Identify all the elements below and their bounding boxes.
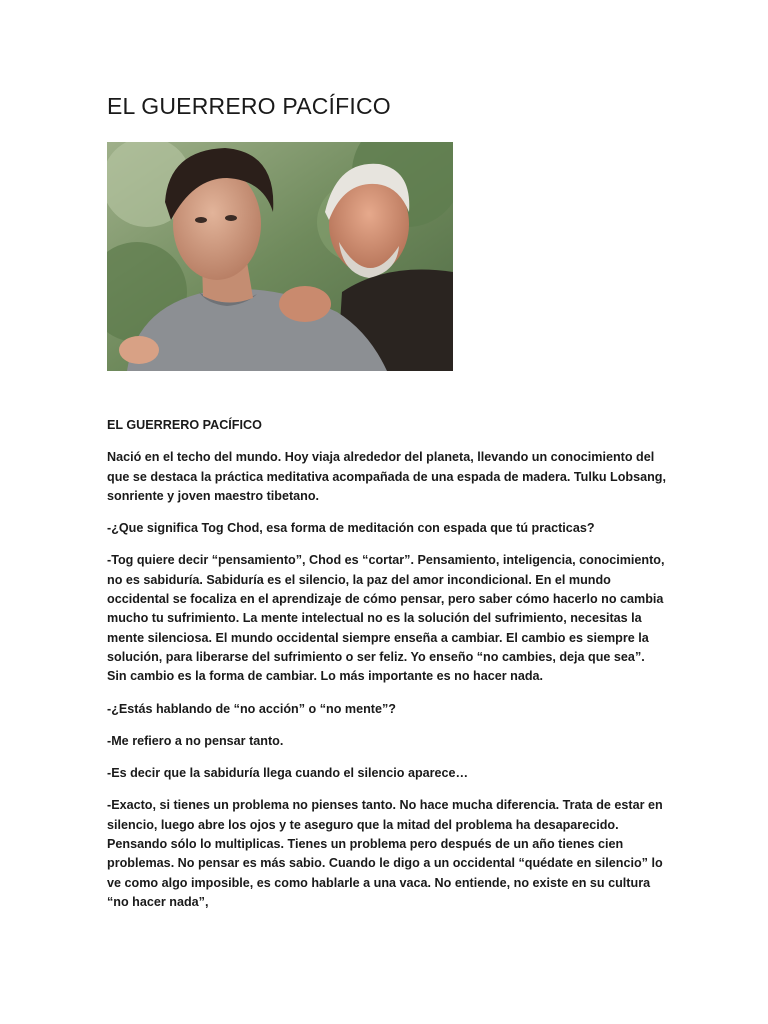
paragraph: -Me refiero a no pensar tanto. [107,733,284,748]
article-body [107,416,667,925]
photo-illustration [107,142,453,371]
paragraph: Nació en el techo del mundo. Hoy viaja alrededor del planeta, llevando un conocimiento del que se destaca la práctica meditativa acompañada de una espada de madera. Tulku Lobsang, sonriente y joven maestro tibetano. [107,450,666,503]
page-title: EL GUERRERO PACÍFICO [107,93,391,119]
paragraph: -Exacto, si tienes un problema no pienses tanto. No hace mucha diferencia. Trata de estar en silencio, luego abre los ojos y te aseguro que la mitad del problema ha desaparecido. Pensando sólo lo multiplicas. Tienes un problema pero después de un año tienes cien problemas. No pensar es más sabio. Cuando le digo a un occidental “quédate en silencio” lo ve como algo imposible, es como hablarle a una vaca. No entiende, no existe en su cultura “no hacer nada”, [107,798,663,909]
paragraph: -¿Que significa Tog Chod, esa forma de meditación con espada que tú practicas? [107,521,595,536]
paragraph: -Es decir que la sabiduría llega cuando el silencio aparece… [107,766,469,781]
article-subtitle: EL GUERRERO PACÍFICO [107,418,262,432]
paragraph: -¿Estás hablando de “no acción” o “no mente”? [107,701,396,716]
paragraph: -Tog quiere decir “pensamiento”, Chod es “cortar”. Pensamiento, inteligencia, conocimiento, no es sabiduría. Sabiduría es el silencio, la paz del amor incondicional. En el mundo occidental se focaliza en el aprendizaje de cómo pensar, pero saber cómo hacerlo no cambia mucho tu sufrimiento. La mente intelectual no es la solución del sufrimiento, necesitas la mente silenciosa. El mundo occidental siempre enseña a cambiar. El cambio es siempre la solución, para liberarse del sufrimiento o ser feliz. Yo enseño “no cambies, deja que sea”. Sin cambio es la forma de cambiar. Lo más importante es no hacer nada. [107,553,665,684]
film-still-photo [107,142,453,371]
